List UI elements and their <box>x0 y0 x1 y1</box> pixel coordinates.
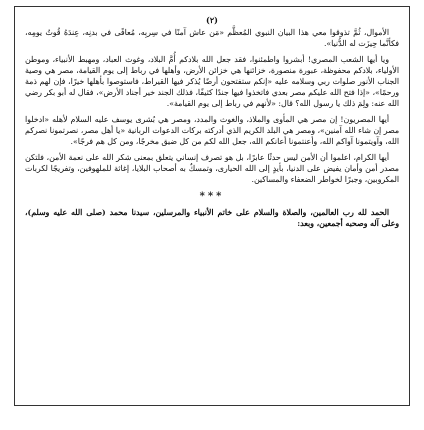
page-number: (٢) <box>206 15 218 25</box>
section-separator: *** <box>199 191 225 202</box>
paragraph-1: الأموال، ثُمَّ تذوقوا معي هذا البيان النبوي المُعظَّم «مَن عاش آمنًا في سِربِه، مُعافًى في بدنِه، عِندَهُ قُوتُ يومِه، فكأنَّما حِيزَت له الدُّنيا». <box>25 28 399 48</box>
document-body <box>25 27 399 229</box>
paragraph-2: ويا أيها الشعب المصري! أبشروا واطمئنوا، فقد جعل الله بلادكم أُمَّ البلاد، وغوث العباد، ومهبط الأنبياء، وموطن الأولياء، بلادكم محفوظة، عبورة منصورة، خزائنها هي خزائن الأرض، وأهلها في رباط إلى يوم القيامة، مصر هي وصية الجناب الأنور صلوات ربي وسلامه عليه «إنكم ستفتحون أرضًا يُذكر فيها القيراط، فاستوصوا بأهلها خيرًا، فإن لهم ذمة ورحمًا»، «إذا فتح الله عليكم مصر بعدي فاتخذوا فيها جندًا كثيفًا، فذلك الجند خير أجناد الأرض»، فقال له أبو بكر رضي الله عنه: ولِمَ ذلك يا رسول الله؟ قال: «لأنهم في رباط إلى يوم القيامة». <box>25 55 399 108</box>
paragraph-4: أيها الكرام، اعلموا أن الأمن ليس حدثًا عابرًا، بل هو تصرف إنساني يتعلق بمعنى شكر الله على نعمة الأمن، فلتكن مصدر أمن وأمان يفيض على الدنيا، بأيدٍ إلى الله الحيارى، وتمسكٌ به أصحاب البلايا، إغاثة للملهوفين، وتفريجًا لكربات المكروبين، وجبرًا لخواطر الضعفاء والمساكين. <box>25 153 399 184</box>
closing-paragraph: الحمد لله رب العالمين، والصلاة والسلام على خاتم الأنبياء والمرسلين، سيدنا محمد (صلى الله عليه وسلم)، وعلى آله وصحبه أجمعين، وبعد: <box>25 208 399 228</box>
document-page <box>14 6 410 406</box>
paragraph-3: أيها المصريون! إن مصر هي المأوى والملاذ، والغوث والمدد، ومصر هي بُشرى يوسف عليه السلام لأهله «ادخلوا مصر إن شاء الله آمنين»، ومصر هي البلد الكريم الذي أدركته بركات الدعوات الربانية «يا أهل مصر، نصرتمونا نصركم الله، وآويتمونا آواكم الله، وأعنتمونا أعانكم الله، جعل الله لكم من كل ضيق مخرجًا، ومن كل هم فرجًا». <box>25 115 399 146</box>
